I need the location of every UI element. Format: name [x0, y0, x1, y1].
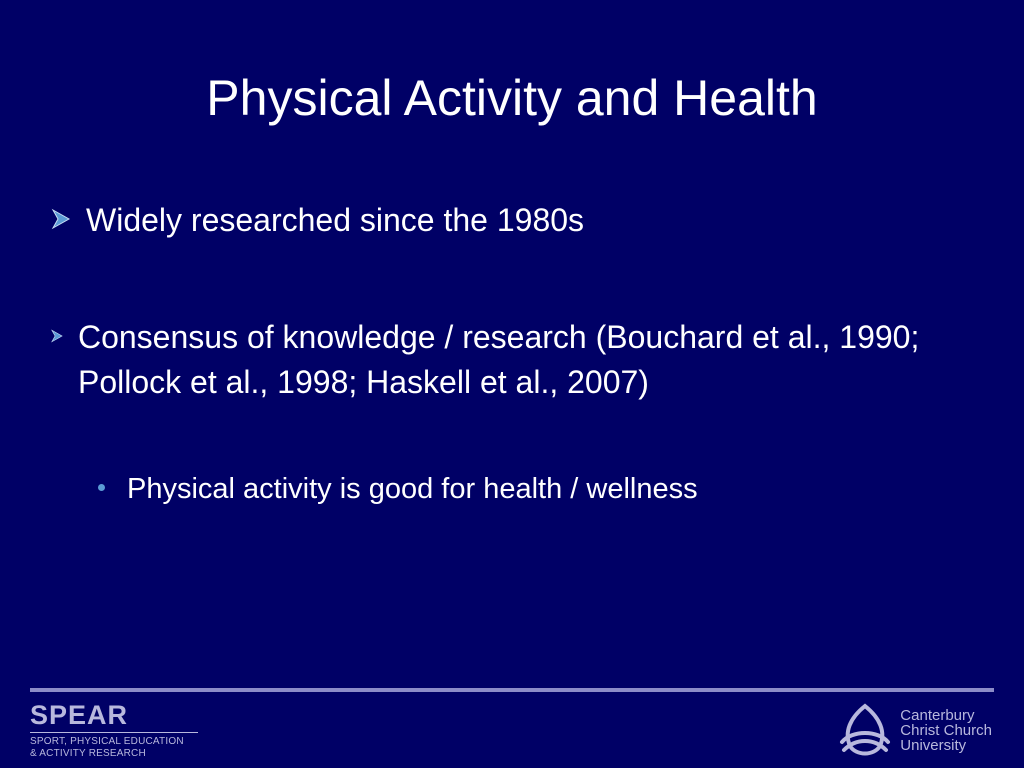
footer-divider	[30, 688, 994, 692]
university-name	[900, 708, 992, 753]
bullet-text: Widely researched since the 1980s	[86, 202, 585, 238]
bullet-text: Consensus of knowledge / research (Bouchard et al., 1990; Pollock et al., 1998; Haskell et al., 2007)	[77, 319, 920, 400]
sub-bullet-item	[98, 469, 978, 509]
dot-icon	[98, 484, 105, 491]
spear-logo	[30, 700, 205, 760]
university-logo	[836, 702, 992, 758]
knot-icon	[836, 702, 894, 758]
spear-logo-rule	[30, 732, 198, 733]
bullet-item	[50, 198, 980, 243]
arrow-icon	[50, 208, 72, 230]
spear-logo-name: SPEAR	[30, 700, 129, 730]
sub-bullet-text: Physical activity is good for health / wellness	[127, 473, 698, 505]
bullet-item	[50, 315, 980, 405]
spear-logo-line1: SPORT, PHYSICAL EDUCATION	[30, 736, 184, 747]
university-line1: Canterbury	[900, 706, 975, 724]
arrow-icon	[50, 325, 64, 347]
slide-title: Physical Activity and Health	[206, 70, 818, 126]
university-line3: University	[900, 736, 967, 754]
spear-logo-line2: & ACTIVITY RESEARCH	[30, 748, 146, 759]
university-line2: Christ Church	[900, 721, 992, 739]
